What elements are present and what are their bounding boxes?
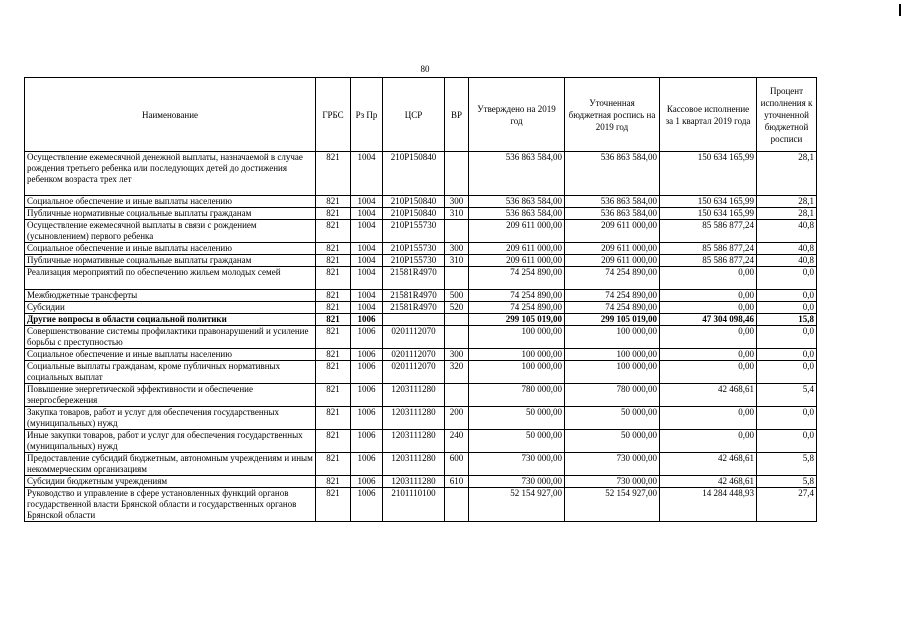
cell-refined: 730 000,00 [565, 453, 660, 476]
cell-refined: 730 000,00 [565, 476, 660, 488]
cell-csr: 21581R4970 [383, 267, 445, 290]
cell-grbs: 821 [316, 349, 351, 361]
cell-vr: 320 [445, 361, 469, 384]
cell-approved: 100 000,00 [469, 326, 565, 349]
cell-rzpr: 1004 [351, 152, 383, 196]
cell-name: Руководство и управление в сфере установленных функций органов государственной власти Брянской области и государственных органов Брянской области [25, 488, 316, 522]
cell-cash: 85 586 877,24 [660, 220, 757, 243]
cell-name: Закупка товаров, работ и услуг для обеспечения государственных (муниципальных) нужд [25, 407, 316, 430]
cell-percent: 0,0 [757, 361, 817, 384]
cell-csr: 2101110100 [383, 488, 445, 522]
cell-grbs: 821 [316, 243, 351, 255]
cell-refined: 209 611 000,00 [565, 255, 660, 267]
cell-rzpr: 1004 [351, 220, 383, 243]
col-header-csr: ЦСР [383, 78, 445, 152]
cell-grbs: 821 [316, 430, 351, 453]
table-body [25, 152, 817, 522]
cell-grbs: 821 [316, 453, 351, 476]
cell-vr: 300 [445, 243, 469, 255]
cell-cash: 47 304 098,46 [660, 314, 757, 326]
cell-grbs: 821 [316, 152, 351, 196]
cell-cash: 0,00 [660, 361, 757, 384]
cell-approved: 730 000,00 [469, 453, 565, 476]
cell-percent: 40,8 [757, 243, 817, 255]
cell-refined: 100 000,00 [565, 361, 660, 384]
cell-name: Социальное обеспечение и иные выплаты населению [25, 349, 316, 361]
col-header-rzpr: Рз Пр [351, 78, 383, 152]
cell-approved: 74 254 890,00 [469, 290, 565, 302]
cell-vr [445, 267, 469, 290]
cell-csr: 0201112070 [383, 326, 445, 349]
cell-cash: 42 468,61 [660, 476, 757, 488]
cell-cash: 0,00 [660, 302, 757, 314]
cell-name: Осуществление ежемесячной выплаты в связи с рождением (усыновлением) первого ребенка [25, 220, 316, 243]
cell-csr: 1203111280 [383, 430, 445, 453]
cell-name: Публичные нормативные социальные выплаты гражданам [25, 208, 316, 220]
table-row [25, 488, 817, 522]
col-header-grbs: ГРБС [316, 78, 351, 152]
cell-cash: 0,00 [660, 430, 757, 453]
cell-grbs: 821 [316, 326, 351, 349]
cell-cash: 85 586 877,24 [660, 255, 757, 267]
cell-percent: 28,1 [757, 196, 817, 208]
cell-vr: 310 [445, 208, 469, 220]
table-row [25, 430, 817, 453]
cell-rzpr: 1006 [351, 314, 383, 326]
cell-rzpr: 1004 [351, 243, 383, 255]
cell-approved: 52 154 927,00 [469, 488, 565, 522]
cell-csr: 210P155730 [383, 220, 445, 243]
cell-refined: 74 254 890,00 [565, 290, 660, 302]
cell-cash: 42 468,61 [660, 453, 757, 476]
cell-cash: 0,00 [660, 407, 757, 430]
cell-refined: 536 863 584,00 [565, 152, 660, 196]
cell-approved: 100 000,00 [469, 349, 565, 361]
cell-vr [445, 220, 469, 243]
cell-approved: 50 000,00 [469, 407, 565, 430]
cell-csr [383, 314, 445, 326]
col-header-approved: Утверждено на 2019 год [469, 78, 565, 152]
cell-refined: 74 254 890,00 [565, 267, 660, 290]
cell-refined: 50 000,00 [565, 430, 660, 453]
cell-cash: 85 586 877,24 [660, 243, 757, 255]
cell-refined: 780 000,00 [565, 384, 660, 407]
cell-cash: 150 634 165,99 [660, 196, 757, 208]
cell-name: Иные закупки товаров, работ и услуг для обеспечения государственных (муниципальных) нужд [25, 430, 316, 453]
cell-cash: 0,00 [660, 290, 757, 302]
cell-rzpr: 1006 [351, 476, 383, 488]
cell-rzpr: 1006 [351, 326, 383, 349]
cell-vr [445, 384, 469, 407]
cell-cash: 0,00 [660, 349, 757, 361]
cell-refined: 536 863 584,00 [565, 196, 660, 208]
cell-refined: 209 611 000,00 [565, 220, 660, 243]
cell-percent: 5,4 [757, 384, 817, 407]
cell-rzpr: 1006 [351, 349, 383, 361]
cell-rzpr: 1006 [351, 361, 383, 384]
cell-csr: 21581R4970 [383, 302, 445, 314]
cell-name: Публичные нормативные социальные выплаты гражданам [25, 255, 316, 267]
cell-csr: 1203111280 [383, 407, 445, 430]
cell-vr [445, 488, 469, 522]
cell-refined: 52 154 927,00 [565, 488, 660, 522]
cell-rzpr: 1006 [351, 430, 383, 453]
cell-percent: 15,8 [757, 314, 817, 326]
cell-refined: 299 105 019,00 [565, 314, 660, 326]
col-header-refined: Уточненная бюджетная роспись на 2019 год [565, 78, 660, 152]
table-row [25, 326, 817, 349]
cell-cash: 0,00 [660, 326, 757, 349]
cell-name: Субсидии бюджетным учреждениям [25, 476, 316, 488]
cell-rzpr: 1004 [351, 208, 383, 220]
cell-percent: 28,1 [757, 152, 817, 196]
table-row [25, 208, 817, 220]
cell-csr: 210P150840 [383, 208, 445, 220]
cell-grbs: 821 [316, 407, 351, 430]
table-row [25, 220, 817, 243]
cell-rzpr: 1006 [351, 488, 383, 522]
cell-csr: 210P150840 [383, 152, 445, 196]
cell-name: Осуществление ежемесячной денежной выплаты, назначаемой в случае рождения третьего ребенка или последующих детей до достижения ребенком возраста трех лет [25, 152, 316, 196]
table-row [25, 243, 817, 255]
cell-refined: 209 611 000,00 [565, 243, 660, 255]
cell-approved: 299 105 019,00 [469, 314, 565, 326]
cell-grbs: 821 [316, 314, 351, 326]
table-row [25, 290, 817, 302]
cell-refined: 100 000,00 [565, 326, 660, 349]
cell-grbs: 821 [316, 476, 351, 488]
cell-cash: 42 468,61 [660, 384, 757, 407]
cell-percent: 0,0 [757, 326, 817, 349]
cell-csr: 1203111280 [383, 476, 445, 488]
cell-rzpr: 1006 [351, 407, 383, 430]
cell-refined: 100 000,00 [565, 349, 660, 361]
cell-name: Другие вопросы в области социальной политики [25, 314, 316, 326]
cell-vr [445, 314, 469, 326]
cell-rzpr: 1004 [351, 255, 383, 267]
header-row [25, 78, 817, 152]
col-header-percent: Процент исполнения к уточненной бюджетной росписи [757, 78, 817, 152]
cell-percent: 0,0 [757, 290, 817, 302]
cell-approved: 730 000,00 [469, 476, 565, 488]
cell-csr: 1203111280 [383, 384, 445, 407]
cell-refined: 536 863 584,00 [565, 208, 660, 220]
cell-csr: 210P155730 [383, 243, 445, 255]
cell-csr: 0201112070 [383, 361, 445, 384]
cell-cash: 150 634 165,99 [660, 208, 757, 220]
cell-approved: 74 254 890,00 [469, 267, 565, 290]
cell-grbs: 821 [316, 302, 351, 314]
budget-table [24, 77, 817, 522]
cell-rzpr: 1004 [351, 267, 383, 290]
cell-approved: 209 611 000,00 [469, 243, 565, 255]
cell-percent: 5,8 [757, 453, 817, 476]
cell-percent: 0,0 [757, 407, 817, 430]
cell-vr: 310 [445, 255, 469, 267]
cell-grbs: 821 [316, 290, 351, 302]
cell-name: Социальное обеспечение и иные выплаты населению [25, 243, 316, 255]
cell-vr: 600 [445, 453, 469, 476]
cell-vr [445, 152, 469, 196]
table-row [25, 267, 817, 290]
table-row [25, 361, 817, 384]
cell-percent: 0,0 [757, 267, 817, 290]
cell-percent: 28,1 [757, 208, 817, 220]
table-row [25, 384, 817, 407]
table-row [25, 152, 817, 196]
table-row [25, 314, 817, 326]
table-row [25, 407, 817, 430]
cell-percent: 27,4 [757, 488, 817, 522]
cell-percent: 0,0 [757, 430, 817, 453]
cell-name: Социальные выплаты гражданам, кроме публичных нормативных социальных выплат [25, 361, 316, 384]
cell-vr: 300 [445, 349, 469, 361]
col-header-vr: ВР [445, 78, 469, 152]
col-header-cash: Кассовое исполнение за 1 квартал 2019 года [660, 78, 757, 152]
cell-csr: 0201112070 [383, 349, 445, 361]
table-row [25, 302, 817, 314]
cell-grbs: 821 [316, 384, 351, 407]
cell-grbs: 821 [316, 361, 351, 384]
cell-cash: 150 634 165,99 [660, 152, 757, 196]
cell-approved: 100 000,00 [469, 361, 565, 384]
page-edge-mark [899, 4, 901, 16]
cell-vr: 240 [445, 430, 469, 453]
table-row [25, 349, 817, 361]
cell-name: Межбюджетные трансферты [25, 290, 316, 302]
col-header-name: Наименование [25, 78, 316, 152]
cell-percent: 40,8 [757, 255, 817, 267]
cell-name: Предоставление субсидий бюджетным, автономным учреждениям и иным некоммерческим организациям [25, 453, 316, 476]
cell-csr: 210P155730 [383, 255, 445, 267]
cell-cash: 0,00 [660, 267, 757, 290]
cell-percent: 0,0 [757, 302, 817, 314]
table-row [25, 196, 817, 208]
cell-vr: 200 [445, 407, 469, 430]
cell-rzpr: 1006 [351, 384, 383, 407]
cell-grbs: 821 [316, 196, 351, 208]
cell-rzpr: 1004 [351, 302, 383, 314]
cell-approved: 209 611 000,00 [469, 220, 565, 243]
cell-vr: 300 [445, 196, 469, 208]
cell-csr: 1203111280 [383, 453, 445, 476]
cell-percent: 0,0 [757, 349, 817, 361]
cell-name: Совершенствование системы профилактики правонарушений и усиление борьбы с преступностью [25, 326, 316, 349]
cell-approved: 536 863 584,00 [469, 208, 565, 220]
cell-percent: 5,8 [757, 476, 817, 488]
cell-csr: 210P150840 [383, 196, 445, 208]
cell-percent: 40,8 [757, 220, 817, 243]
cell-cash: 14 284 448,93 [660, 488, 757, 522]
cell-rzpr: 1004 [351, 290, 383, 302]
page-number: 80 [420, 64, 430, 74]
cell-rzpr: 1004 [351, 196, 383, 208]
cell-grbs: 821 [316, 267, 351, 290]
cell-refined: 50 000,00 [565, 407, 660, 430]
table-row [25, 453, 817, 476]
cell-approved: 536 863 584,00 [469, 152, 565, 196]
cell-grbs: 821 [316, 220, 351, 243]
cell-name: Субсидии [25, 302, 316, 314]
cell-vr: 610 [445, 476, 469, 488]
cell-vr: 500 [445, 290, 469, 302]
cell-name: Повышение энергетической эффективности и обеспечение энергосбережения [25, 384, 316, 407]
table-row [25, 255, 817, 267]
cell-grbs: 821 [316, 488, 351, 522]
cell-vr: 520 [445, 302, 469, 314]
cell-grbs: 821 [316, 208, 351, 220]
cell-name: Реализация мероприятий по обеспечению жильем молодых семей [25, 267, 316, 290]
cell-approved: 780 000,00 [469, 384, 565, 407]
table-row [25, 476, 817, 488]
cell-approved: 209 611 000,00 [469, 255, 565, 267]
cell-refined: 74 254 890,00 [565, 302, 660, 314]
cell-approved: 50 000,00 [469, 430, 565, 453]
cell-approved: 74 254 890,00 [469, 302, 565, 314]
cell-vr [445, 326, 469, 349]
cell-rzpr: 1006 [351, 453, 383, 476]
cell-name: Социальное обеспечение и иные выплаты населению [25, 196, 316, 208]
cell-grbs: 821 [316, 255, 351, 267]
cell-csr: 21581R4970 [383, 290, 445, 302]
cell-approved: 536 863 584,00 [469, 196, 565, 208]
